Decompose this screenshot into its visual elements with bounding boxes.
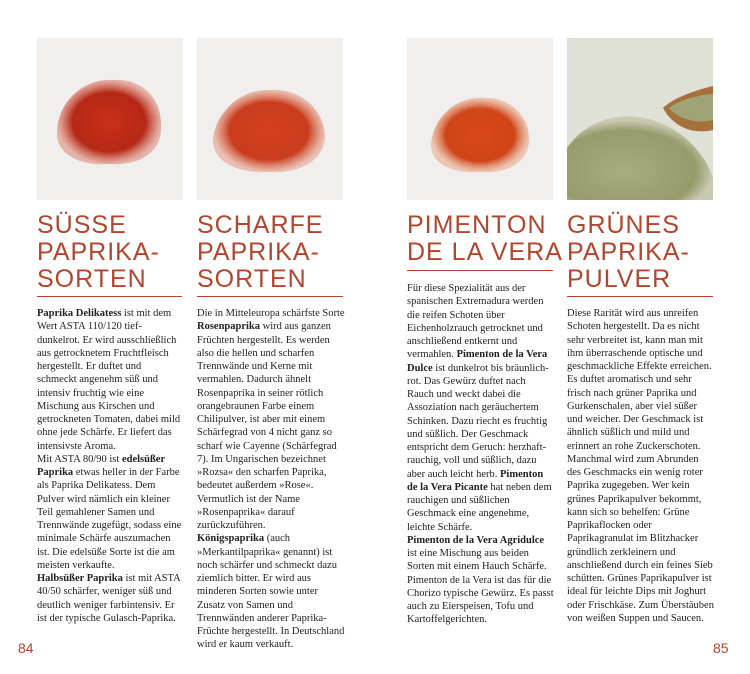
- bold-term: Königspaprika: [197, 533, 265, 545]
- photo-pimenton: [407, 38, 553, 200]
- heading-rule: [37, 296, 182, 297]
- page-number-left: 84: [18, 640, 34, 656]
- bold-term: Halbsüßer Paprika: [37, 573, 123, 584]
- paragraph: [37, 453, 183, 572]
- bold-term: Pimenton de la Vera Agridulce: [407, 534, 545, 546]
- bold-term: edelsüßer Paprika: [37, 453, 165, 478]
- bold-term: Pimenton de la Vera Picante: [407, 468, 544, 493]
- paragraph: [407, 534, 555, 627]
- photo-hot-paprika: [197, 38, 343, 200]
- bold-term: Rosenpaprika: [197, 321, 261, 333]
- heading-rule: [567, 296, 713, 297]
- text-run: wird aus ganzen Früchten hergestellt. Es werden also die hellen und scharfen Trennwände und Kerne mit vermahlen. Dadurch ähnelt Rosenpaprika in seiner rötlich orangebraunen Farbe einem Chilipulver, ist aber mit einem Schärfegrad von 4 nicht ganz so scharf wie Cayenne (Schärfegrad 7). Im Ungarischen bezeichnet »Rozsa« den scharfen Paprika, bedeutet außerdem »Rose«. Vermutlich ist der Name »Rosenpaprika« darauf zurückzuführen.: [197, 321, 337, 531]
- paragraph: [567, 307, 715, 625]
- pimenton-powder-icon: [407, 38, 553, 200]
- green-paprika-powder-spoon-icon: [567, 38, 713, 200]
- heading-green-paprika: GRÜNES PAPRIKA- PULVER: [567, 211, 690, 293]
- text-run: ist dunkelrot bis bräunlich-rot. Das Gewürz duftet nach Rauch und weckt dabei die Assoziation nach geräuchertem Schinken. Dazu riecht es fruchtig und süßlich. Der Geschmack entspricht dem Geruch: herzhaft-rauchig, voll und süßlich, dazu aber auch leicht herb.: [407, 362, 549, 480]
- heading-rule: [407, 270, 553, 271]
- photo-green-paprika: [567, 38, 713, 200]
- paprika-powder-hot-icon: [197, 38, 343, 200]
- heading-pimenton: PIMENTON DE LA VERA: [407, 211, 563, 266]
- heading-sweet-paprika: SÜSSE PAPRIKA- SORTEN: [37, 211, 160, 293]
- paragraph: [37, 307, 183, 453]
- page-number-right: 85: [713, 640, 729, 656]
- text-run: hat neben dem rauchigen und süßlichen Geschmack eine angenehme, leichte Schärfe.: [407, 481, 552, 533]
- text-run: Mit ASTA 80/90 ist: [37, 453, 122, 465]
- text-run: ist eine Mischung aus beiden Sorten mit einem Hauch Schärfe. Pimenton de la Vera ist das für die Chorizo typische Gewürz. Es passt auch zu Eierspeisen, Tofu und Kartoffelgerichten.: [407, 548, 554, 626]
- body-text-col3: [407, 282, 555, 627]
- paprika-powder-red-icon: [37, 38, 183, 200]
- paragraph: [197, 532, 345, 651]
- body-text-col1: [37, 307, 183, 625]
- text-run: (auch »Merkantilpaprika« genannt) ist noch schärfer und schmeckt dazu ziemlich bitter. Er wird aus minderen Sorten sowie unter Zusatz von Samen und Trennwänden anderer Paprika-Früchte hergestellt. In Deutschland wird er kaum verkauft.: [197, 533, 345, 651]
- photo-sweet-paprika: [37, 38, 183, 200]
- text-run: Diese Rarität wird aus unreifen Schoten hergestellt. Da es nicht sehr verbreitet ist, kann man mit ihm überraschende optische und geschmackliche Effekte erreichen. Es duftet aromatisch und sehr frisch nach grüner Paprika und Gurkenschalen, aber viel süßer und weicher. Der Geschmack ist ähnlich süßlich und mild und erinnert an rohe Zuckerschoten. Manchmal wird zum Abrunden des Geschmacks ein wenig roter Paprika zugegeben. Wer kein grünes Paprikapulver bekommt, kann sich so behelfen: Grüne Paprikaflocken oder Paprikagranulat im Blitzhacker gründlich zerkleinern und anschließend durch ein feines Sieb schütten. Grünes Paprikapulver ist ideal für leichte Dips mit Joghurt oder Frischkäse. Zum Überstäuben von weißen Suppen und Saucen.: [567, 308, 714, 624]
- bold-term: Paprika Delikatess: [37, 308, 122, 319]
- paragraph: [197, 307, 345, 532]
- text-run: Die in Mitteleuropa schärfste Sorte: [197, 308, 345, 319]
- paragraph: [407, 282, 555, 534]
- text-run: Für diese Spezialität aus der spanischen Extremadura werden die reifen Schoten über Eichenholzrauch getrocknet und anschließend entkernt und vermahlen.: [407, 283, 544, 361]
- heading-rule: [197, 296, 343, 297]
- body-text-col4: [567, 307, 715, 625]
- bold-term: Pimenton de la Vera Dulce: [407, 349, 548, 374]
- text-run: ist mit dem Wert ASTA 110/120 tief-dunkelrot. Er wird ausschließlich aus getrocknetem Fruchtfleisch hergestellt. Er duftet und schmeckt angenehm süß und intensiv fruchtig wie eine Mischung aus Kirschen und getrockneten Tomaten, dabei mild ohne jede Schärfe. Er liefert das intensivste Aroma.: [37, 308, 181, 452]
- text-run: etwas heller in der Farbe als Paprika Delikatess. Dem Pulver wird nämlich ein kleiner Teil gemahlener Samen und Trennwände zugefügt, sodass eine minimale Schärfe auszumachen ist. Die edelsüße Sorte ist die am meisten verkaufte.: [37, 467, 182, 571]
- heading-hot-paprika: SCHARFE PAPRIKA- SORTEN: [197, 211, 324, 293]
- text-run: ist mit ASTA 40/50 schärfer, weniger süß und deutlich weniger farbintensiv. Er ist der typische Gulasch-Paprika.: [37, 573, 181, 624]
- body-text-col2: [197, 307, 345, 652]
- paragraph: [37, 572, 183, 625]
